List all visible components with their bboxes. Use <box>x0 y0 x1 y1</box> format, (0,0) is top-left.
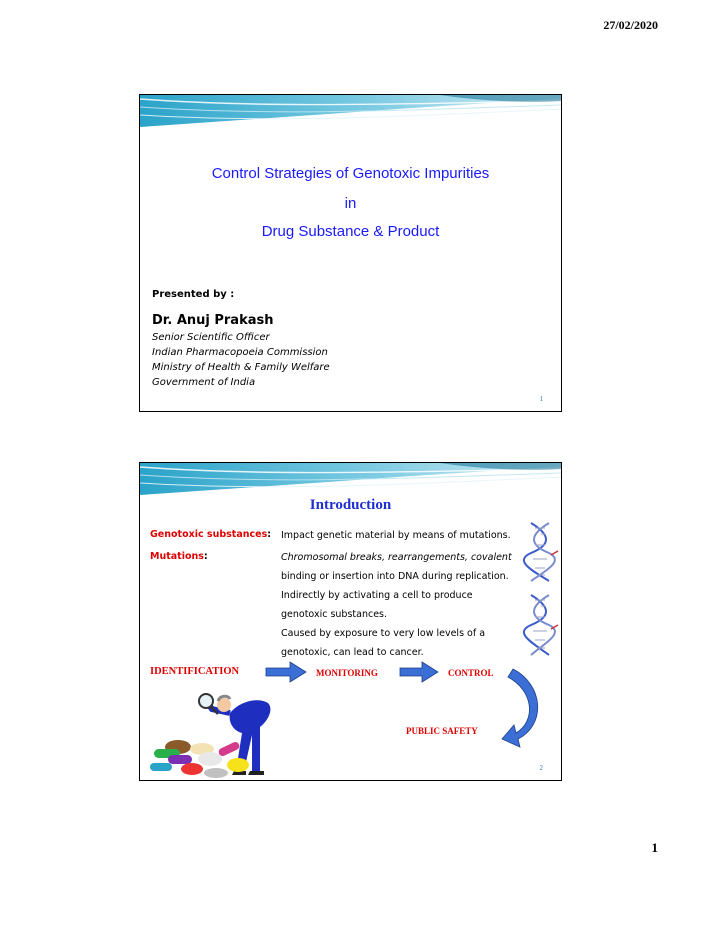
slide-header-banner <box>140 95 561 129</box>
slide-number: 1 <box>539 395 543 403</box>
mutations-label-text: Mutations <box>150 551 204 562</box>
genotoxic-definition: Impact genetic material by means of mutations. <box>281 530 511 541</box>
arrow-right-icon <box>400 662 438 682</box>
flow-public-safety: PUBLIC SAFETY <box>406 726 478 736</box>
mutations-line: Caused by exposure to very low levels of a <box>281 628 486 639</box>
presented-by-label: Presented by : <box>152 289 235 300</box>
genotoxic-label-text: Genotoxic substances <box>150 529 268 540</box>
page-number: 1 <box>651 840 658 855</box>
slide-number: 2 <box>539 764 543 772</box>
presenter-org: Indian Pharmacopoeia Commission <box>152 347 328 358</box>
mutations-line: Chromosomal breaks, rearrangements, covalent <box>281 552 512 563</box>
mutations-label-colon: : <box>203 551 208 562</box>
presenter-name: Dr. Anuj Prakash <box>152 313 274 328</box>
slide-title-line-3: Drug Substance & Product <box>261 223 440 240</box>
genotoxic-label-colon: : <box>267 529 272 540</box>
presenter-government: Government of India <box>152 377 256 388</box>
slide-title-line-1: Control Strategies of Genotoxic Impurities <box>211 165 490 182</box>
mutations-line: binding or insertion into DNA during replication. <box>281 571 509 582</box>
slide-2 <box>139 462 562 781</box>
presenter-ministry: Ministry of Health & Family Welfare <box>152 362 330 373</box>
flow-monitoring: MONITORING <box>316 668 378 678</box>
presenter-role: Senior Scientific Officer <box>152 332 270 343</box>
mutations-line: Indirectly by activating a cell to produce <box>281 590 473 601</box>
mutations-line: genotoxic substances. <box>281 609 388 620</box>
curved-arrow-icon <box>502 669 538 747</box>
arrow-right-icon <box>266 662 306 682</box>
slide-title-line-2: in <box>344 195 357 212</box>
inspector-pills-illustration <box>148 687 308 779</box>
flow-control: CONTROL <box>448 668 494 678</box>
page-date: 27/02/2020 <box>603 18 658 32</box>
slide-heading: Introduction <box>309 497 392 513</box>
flow-identification: IDENTIFICATION <box>150 666 240 677</box>
mutations-line: genotoxic, can lead to cancer. <box>281 647 424 658</box>
slide-1 <box>139 94 562 412</box>
